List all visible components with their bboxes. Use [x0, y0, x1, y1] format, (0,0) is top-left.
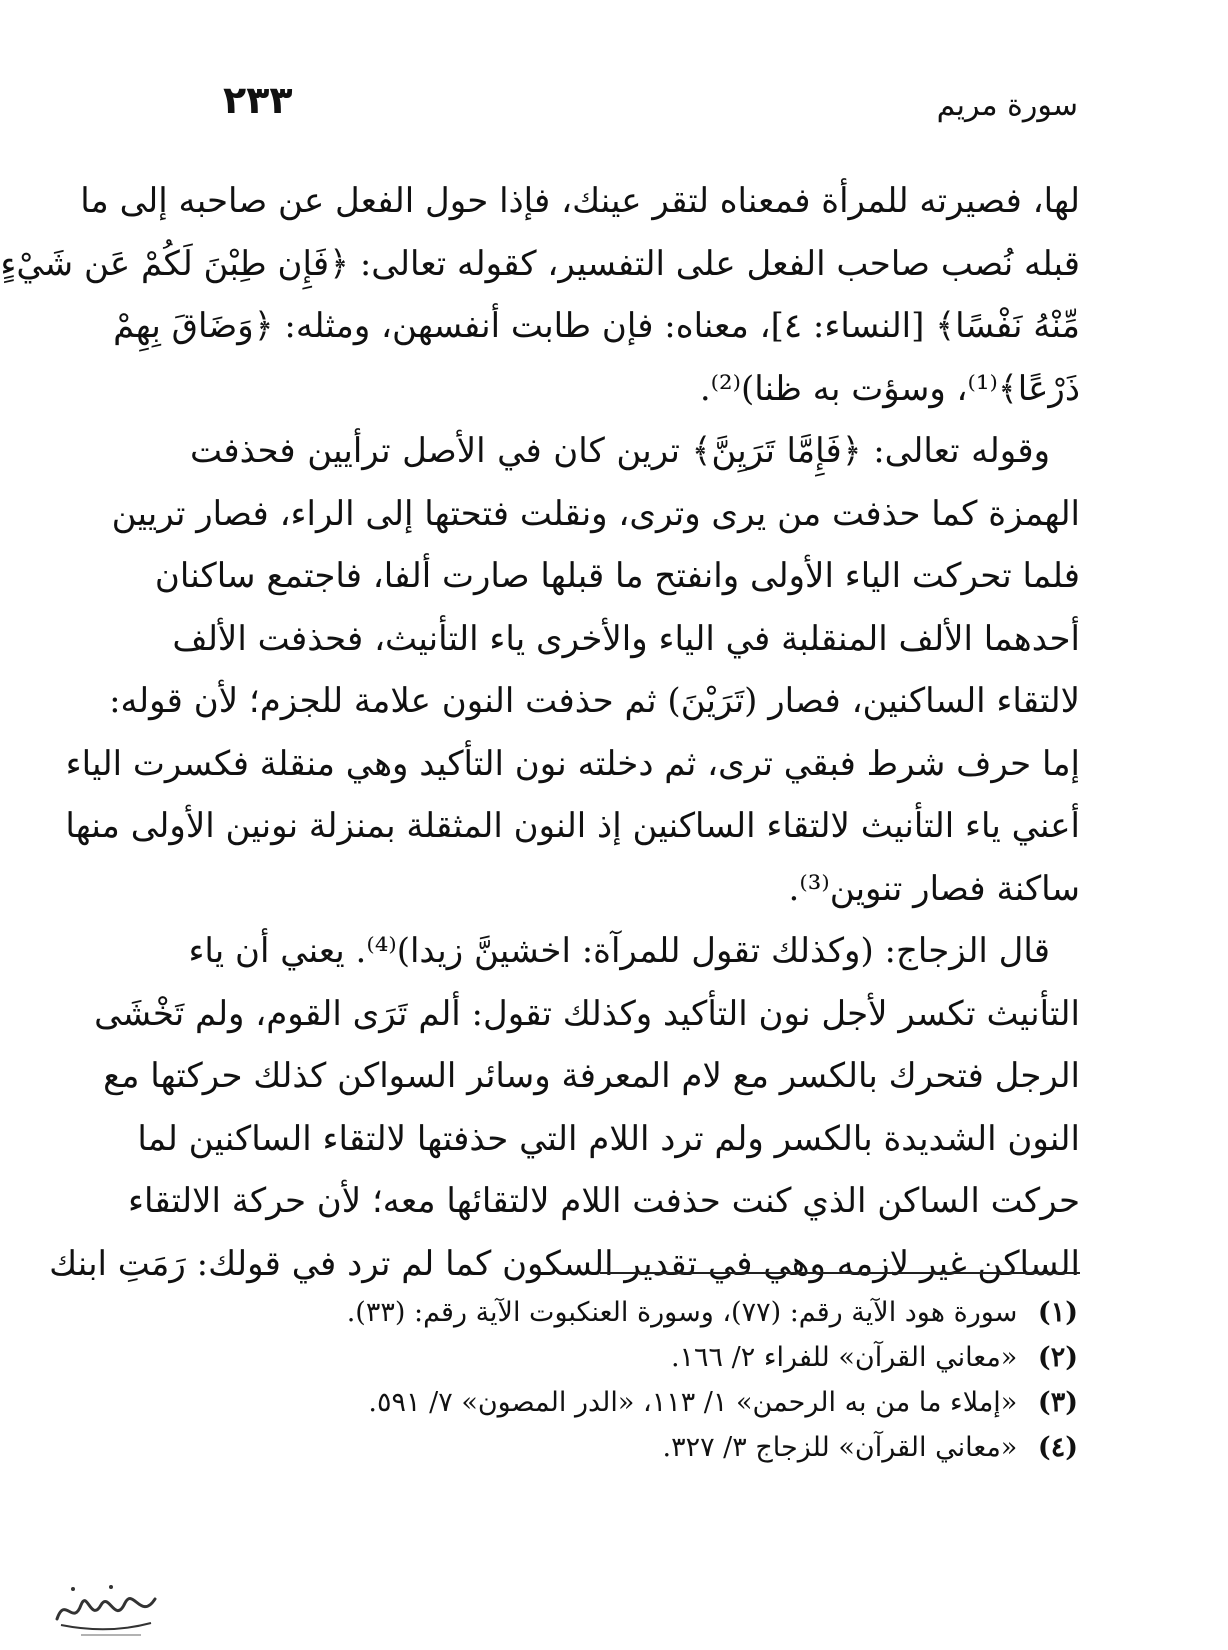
- text-line: التأنيث تكسر لأجل نون التأكيد وكذلك تقول: ألم تَرَى القوم، ولم تَخْشَى: [94, 993, 1080, 1034]
- footnote-number: (٢): [1037, 1342, 1078, 1373]
- text-line: النون الشديدة بالكسر ولم ترد اللام التي حذفتها لالتقاء الساكنين لما: [137, 1118, 1080, 1159]
- text-line: حركت الساكن الذي كنت حذفت اللام لالتقائها معه؛ لأن حركة الالتقاء: [128, 1181, 1080, 1221]
- page-number: ٢٣٣: [223, 78, 293, 122]
- text-line: مِّنْهُ نَفْسًا﴾ [النساء: ٤]، معناه: فإن طابت أنفسهن، ومثله: ﴿وَضَاقَ بِهِمْ: [113, 306, 1080, 346]
- text-line: الهمزة كما حذفت من يرى وترى، ونقلت فتحتها إلى الراء، فصار تريين: [111, 493, 1080, 534]
- footnotes: [198, 1290, 1078, 1470]
- text-line: قبله نُصب صاحب الفعل على التفسير، كقوله تعالى: ﴿فَإِن طِبْنَ لَكُمْ عَن شَيْءٍ: [0, 243, 1080, 284]
- footnote-item: [198, 1335, 1078, 1380]
- text-line: أحدهما الألف المنقلبة في الياء والأخرى ياء التأنيث، فحذفت الألف: [172, 618, 1080, 659]
- text-line: وقوله تعالى: ﴿فَإِمَّا تَرَيِنَّ﴾ ترين كان في الأصل ترأيين فحذفت: [190, 431, 1050, 471]
- text-line: الساكن غير لازمه وهي في تقدير السكون كما لم ترد في قولك: رَمَتِ ابنك: [49, 1243, 1080, 1284]
- text-line: إما حرف شرط فبقي ترى، ثم دخلته نون التأكيد وهي منقلة فكسرت الياء: [65, 743, 1080, 784]
- watermark-logo: [51, 1575, 161, 1641]
- text-line: الرجل فتحرك بالكسر مع لام المعرفة وسائر السواكن كذلك حركتها مع: [103, 1056, 1080, 1096]
- text-line: ساكنة فصار تنوين⁽³⁾.: [788, 868, 1080, 909]
- text-line: قال الزجاج: (وكذلك تقول للمرآة: اخشينَّ زيدا)⁽⁴⁾. يعني أن ياء: [188, 931, 1050, 971]
- text-line: لالتقاء الساكنين، فصار (تَرَيْنَ) ثم حذفت النون علامة للجزم؛ لأن قوله:: [109, 681, 1080, 721]
- page-header: [223, 78, 1078, 128]
- text-line: فلما تحركت الياء الأولى وانفتح ما قبلها صارت ألفا، فاجتمع ساكنان: [154, 556, 1080, 596]
- footnote-number: (١): [1037, 1297, 1078, 1328]
- footnote-text: سورة هود الآية رقم: (٧٧)، وسورة العنكبوت الآية رقم: (٣٣).: [346, 1297, 1018, 1328]
- footnote-number: (٤): [1037, 1432, 1078, 1463]
- footnote-text: «معاني القرآن» للزجاج ٣/ ٣٢٧.: [662, 1432, 1018, 1463]
- running-title: سورة مريم: [936, 88, 1078, 123]
- footnote-text: «معاني القرآن» للفراء ٢/ ١٦٦.: [670, 1342, 1018, 1373]
- footnote-separator: [600, 1272, 1080, 1274]
- footnote-item: [198, 1380, 1078, 1425]
- text-line: لها، فصيرته للمرأة فمعناه لتقر عينك، فإذا حول الفعل عن صاحبه إلى ما: [80, 181, 1080, 221]
- footnote-number: (٣): [1037, 1387, 1078, 1418]
- footnote-text: «إملاء ما من به الرحمن» ١/ ١١٣، «الدر المصون» ٧/ ٥٩١.: [368, 1387, 1018, 1418]
- footnote-item: [198, 1290, 1078, 1335]
- text-line: أعني ياء التأنيث لالتقاء الساكنين إذ النون المثقلة بمنزلة نونين الأولى منها: [65, 806, 1080, 846]
- text-line: ذَرْعًا﴾⁽¹⁾، وسؤت به ظنا)⁽²⁾.: [699, 368, 1080, 409]
- main-text: [0, 170, 1080, 1295]
- footnote-item: [198, 1425, 1078, 1470]
